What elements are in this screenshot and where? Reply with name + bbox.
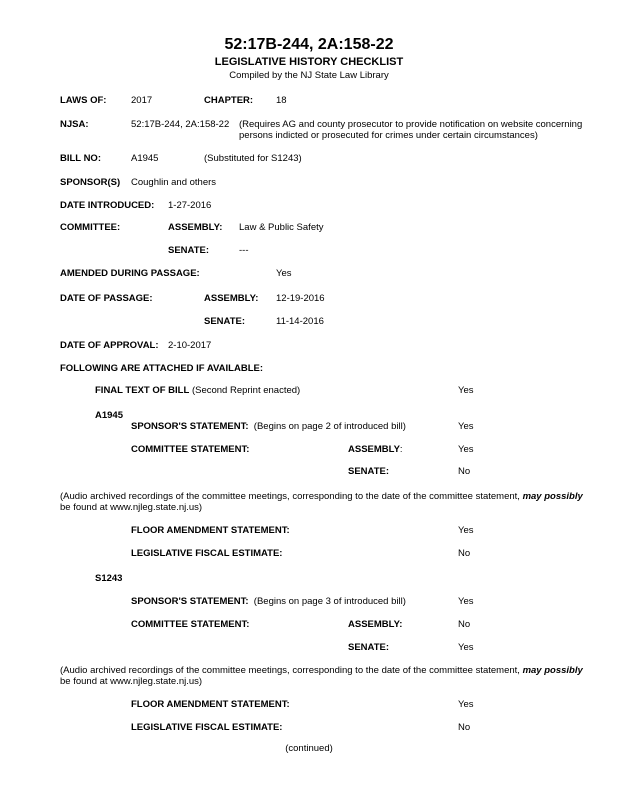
s1243-fiscal-estimate-value: No bbox=[458, 722, 471, 733]
a1945-sponsor-statement-row bbox=[131, 421, 406, 433]
a1945-floor-amendment-value: Yes bbox=[458, 525, 474, 536]
sponsor-value: Coughlin and others bbox=[131, 177, 217, 188]
chapter-label: CHAPTER: bbox=[204, 95, 254, 106]
a1945-audio-note-line2: be found at www.njleg.state.nj.us) bbox=[60, 502, 203, 513]
s1243-senate-label: SENATE: bbox=[348, 642, 389, 653]
a1945-assembly-value: Yes bbox=[458, 444, 474, 455]
a1945-assembly-label: ASSEMBLY bbox=[348, 444, 400, 455]
a1945-fiscal-estimate-label: LEGISLATIVE FISCAL ESTIMATE: bbox=[131, 548, 283, 559]
s1243-assembly-label: ASSEMBLY: bbox=[348, 619, 403, 630]
compiled-by: Compiled by the NJ State Law Library bbox=[229, 70, 389, 81]
bill-no-note: (Substituted for S1243) bbox=[204, 153, 302, 164]
s1243-floor-amendment-value: Yes bbox=[458, 699, 474, 710]
s1243-audio-note-emphasis: may possibly bbox=[522, 665, 583, 676]
sponsor-label: SPONSOR(S) bbox=[60, 177, 121, 188]
continued-footer: (continued) bbox=[285, 743, 333, 754]
passage-senate-value: 11-14-2016 bbox=[276, 316, 324, 327]
committee-senate-label: SENATE: bbox=[168, 245, 209, 256]
chapter-value: 18 bbox=[276, 95, 287, 106]
s1243-sponsor-statement-row bbox=[131, 596, 406, 608]
njsa-description-line1: (Requires AG and county prosecutor to provide notification on website concerning bbox=[239, 119, 583, 130]
approval-value: 2-10-2017 bbox=[168, 340, 212, 351]
final-text-label: FINAL TEXT OF BILL bbox=[95, 385, 190, 396]
s1243-floor-amendment-label: FLOOR AMENDMENT STATEMENT: bbox=[131, 699, 290, 710]
approval-label: DATE OF APPROVAL: bbox=[60, 340, 159, 351]
a1945-floor-amendment-label: FLOOR AMENDMENT STATEMENT: bbox=[131, 525, 290, 536]
njsa-value: 52:17B-244, 2A:158-22 bbox=[131, 119, 230, 130]
njsa-description-line2: persons indicted or prosecuted for crimes under certain circumstances) bbox=[239, 130, 538, 141]
final-text-row bbox=[95, 385, 300, 397]
attached-heading: FOLLOWING ARE ATTACHED IF AVAILABLE: bbox=[60, 363, 263, 374]
s1243-audio-note-text: (Audio archived recordings of the committee meetings, corresponding to the date of the committee statement, bbox=[60, 665, 520, 676]
bill-no-value: A1945 bbox=[131, 153, 159, 164]
committee-senate-value: --- bbox=[239, 245, 249, 256]
s1243-audio-note-line2: be found at www.njleg.state.nj.us) bbox=[60, 676, 203, 687]
a1945-fiscal-estimate-value: No bbox=[458, 548, 471, 559]
committee-assembly-label: ASSEMBLY: bbox=[168, 222, 223, 233]
date-introduced-value: 1-27-2016 bbox=[168, 200, 212, 211]
committee-label: COMMITTEE: bbox=[60, 222, 121, 233]
committee-assembly-value: Law & Public Safety bbox=[239, 222, 324, 233]
a1945-audio-note-text: (Audio archived recordings of the committee meetings, corresponding to the date of the committee statement, bbox=[60, 491, 520, 502]
s1243-sponsor-statement-label: SPONSOR'S STATEMENT: bbox=[131, 596, 249, 607]
document-title: LEGISLATIVE HISTORY CHECKLIST bbox=[214, 56, 404, 68]
a1945-committee-statement-label: COMMITTEE STATEMENT: bbox=[131, 444, 250, 455]
s1243-heading: S1243 bbox=[95, 573, 123, 584]
date-introduced-label: DATE INTRODUCED: bbox=[60, 200, 155, 211]
statute-title: 52:17B-244, 2A:158-22 bbox=[224, 36, 394, 53]
a1945-audio-note-emphasis: may possibly bbox=[522, 491, 583, 502]
a1945-senate-label: SENATE: bbox=[348, 466, 389, 477]
a1945-heading: A1945 bbox=[95, 410, 123, 421]
a1945-assembly-row: ASSEMBLY: bbox=[348, 444, 403, 455]
bill-no-label: BILL NO: bbox=[60, 153, 101, 164]
laws-of-value: 2017 bbox=[131, 95, 153, 106]
a1945-sponsor-statement-label: SPONSOR'S STATEMENT: bbox=[131, 421, 249, 432]
s1243-fiscal-estimate-label: LEGISLATIVE FISCAL ESTIMATE: bbox=[131, 722, 283, 733]
passage-assembly-label: ASSEMBLY: bbox=[204, 293, 259, 304]
amended-value: Yes bbox=[276, 268, 292, 279]
a1945-sponsor-statement-note: (Begins on page 2 of introduced bill) bbox=[253, 421, 406, 432]
s1243-committee-statement-label: COMMITTEE STATEMENT: bbox=[131, 619, 250, 630]
laws-of-label: LAWS OF: bbox=[60, 95, 107, 106]
final-text-value: Yes bbox=[458, 385, 474, 396]
s1243-assembly-value: No bbox=[458, 619, 471, 630]
amended-label: AMENDED DURING PASSAGE: bbox=[60, 268, 200, 279]
passage-assembly-value: 12-19-2016 bbox=[276, 293, 325, 304]
njsa-label: NJSA: bbox=[60, 119, 89, 130]
passage-label: DATE OF PASSAGE: bbox=[60, 293, 153, 304]
a1945-sponsor-statement-value: Yes bbox=[458, 421, 474, 432]
a1945-senate-value: No bbox=[458, 466, 471, 477]
s1243-sponsor-statement-value: Yes bbox=[458, 596, 474, 607]
s1243-senate-value: Yes bbox=[458, 642, 474, 653]
passage-senate-label: SENATE: bbox=[204, 316, 245, 327]
s1243-sponsor-statement-note: (Begins on page 3 of introduced bill) bbox=[253, 596, 406, 607]
final-text-note: (Second Reprint enacted) bbox=[191, 385, 301, 396]
